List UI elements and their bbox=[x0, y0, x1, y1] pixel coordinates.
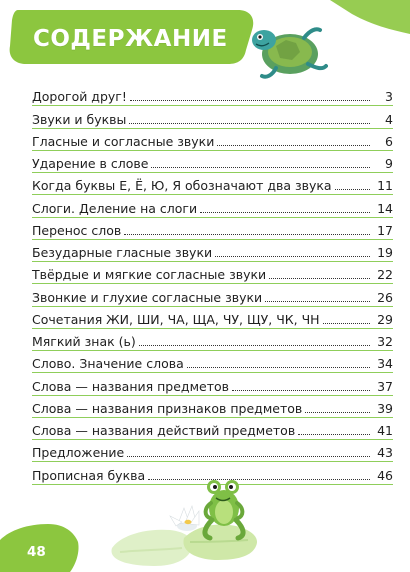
toc-entry-title: Перенос слов bbox=[32, 222, 122, 238]
toc-entry-page: 19 bbox=[377, 245, 393, 260]
toc-entry-page: 6 bbox=[385, 133, 393, 149]
toc-entry-title: Сочетания ЖИ, ШИ, ЧА, ЩА, ЧУ, ЩУ, ЧК, ЧН bbox=[32, 311, 320, 327]
header-band bbox=[0, 0, 410, 78]
toc-entry[interactable] bbox=[32, 240, 393, 262]
toc-entry-page: 11 bbox=[377, 178, 393, 194]
dot-leader bbox=[323, 323, 370, 324]
dot-leader bbox=[127, 456, 370, 457]
toc-entry-page: 34 bbox=[377, 356, 393, 372]
toc-entry-page: 9 bbox=[385, 156, 393, 171]
toc-entry-title: Звуки и буквы bbox=[32, 111, 127, 127]
dot-leader bbox=[139, 345, 370, 346]
toc-entry-title: Твёрдые и мягкие согласные звуки bbox=[32, 267, 267, 283]
toc-entry[interactable] bbox=[32, 396, 393, 418]
toc-entry-page: 4 bbox=[385, 111, 393, 127]
dot-leader bbox=[265, 301, 370, 302]
dot-leader bbox=[305, 412, 370, 413]
toc-entry[interactable] bbox=[32, 284, 393, 306]
toc-entry-title: Слова — названия действий предметов bbox=[32, 423, 296, 438]
toc-entry-title: Когда буквы Е, Ё, Ю, Я обозначают два звука bbox=[32, 178, 332, 194]
dot-leader bbox=[129, 123, 370, 124]
dot-leader bbox=[187, 367, 370, 368]
toc-entry[interactable] bbox=[32, 307, 393, 329]
page-title: СОДЕРЖАНИЕ bbox=[33, 26, 228, 52]
water-lily-icon bbox=[170, 506, 199, 531]
toc-entry-page: 39 bbox=[377, 400, 393, 416]
toc-entry-title: Звонкие и глухие согласные звуки bbox=[32, 289, 263, 305]
toc-entry[interactable] bbox=[32, 173, 393, 195]
dot-leader bbox=[335, 189, 370, 190]
toc-entry-title: Слова — названия предметов bbox=[32, 378, 229, 394]
toc-entry-page: 26 bbox=[377, 289, 393, 305]
toc-entry[interactable] bbox=[32, 440, 393, 462]
toc-entry-page: 37 bbox=[377, 378, 393, 394]
toc-entry-title: Мягкий знак (ь) bbox=[32, 334, 136, 349]
toc-entry-title: Гласные и согласные звуки bbox=[32, 133, 215, 149]
toc-entry[interactable] bbox=[32, 329, 393, 351]
dot-leader bbox=[232, 390, 370, 391]
dot-leader bbox=[130, 100, 370, 101]
dot-leader bbox=[269, 278, 370, 279]
table-of-contents bbox=[32, 84, 393, 485]
toc-entry-title: Прописная буква bbox=[32, 467, 146, 483]
toc-entry-title: Предложение bbox=[32, 445, 125, 461]
toc-entry[interactable] bbox=[32, 151, 393, 173]
toc-entry-page: 22 bbox=[377, 267, 393, 283]
toc-entry-page: 14 bbox=[377, 200, 393, 216]
toc-entry-title: Ударение в слове bbox=[32, 156, 149, 171]
dot-leader bbox=[298, 434, 370, 435]
toc-entry[interactable] bbox=[32, 106, 393, 128]
toc-entry[interactable] bbox=[32, 418, 393, 440]
toc-entry-title: Слоги. Деление на слоги bbox=[32, 200, 198, 216]
dot-leader bbox=[124, 234, 370, 235]
toc-entry-page: 32 bbox=[377, 334, 393, 349]
toc-entry-page: 29 bbox=[377, 311, 393, 327]
toc-entry[interactable] bbox=[32, 195, 393, 217]
turtle-icon bbox=[246, 10, 328, 82]
toc-entry[interactable] bbox=[32, 129, 393, 151]
toc-entry[interactable] bbox=[32, 373, 393, 395]
toc-entry[interactable] bbox=[32, 218, 393, 240]
toc-entry-title: Дорогой друг! bbox=[32, 89, 127, 105]
toc-entry-page: 43 bbox=[377, 445, 393, 461]
toc-entry[interactable] bbox=[32, 351, 393, 373]
toc-entry-page: 41 bbox=[377, 423, 393, 438]
toc-entry-title: Слова — названия признаков предметов bbox=[32, 400, 303, 416]
dot-leader bbox=[200, 212, 370, 213]
dot-leader bbox=[217, 145, 370, 146]
toc-entry-page: 17 bbox=[377, 222, 393, 238]
toc-entry[interactable] bbox=[32, 262, 393, 284]
page-number: 48 bbox=[27, 544, 46, 560]
bottom-decoration bbox=[0, 462, 410, 572]
toc-entry-title: Слово. Значение слова bbox=[32, 356, 184, 372]
toc-entry-page: 3 bbox=[385, 89, 393, 105]
toc-entry[interactable] bbox=[32, 84, 393, 106]
dot-leader bbox=[215, 256, 370, 257]
toc-entry-page: 46 bbox=[377, 467, 393, 483]
toc-entry-title: Безударные гласные звуки bbox=[32, 245, 213, 260]
dot-leader bbox=[151, 167, 370, 168]
